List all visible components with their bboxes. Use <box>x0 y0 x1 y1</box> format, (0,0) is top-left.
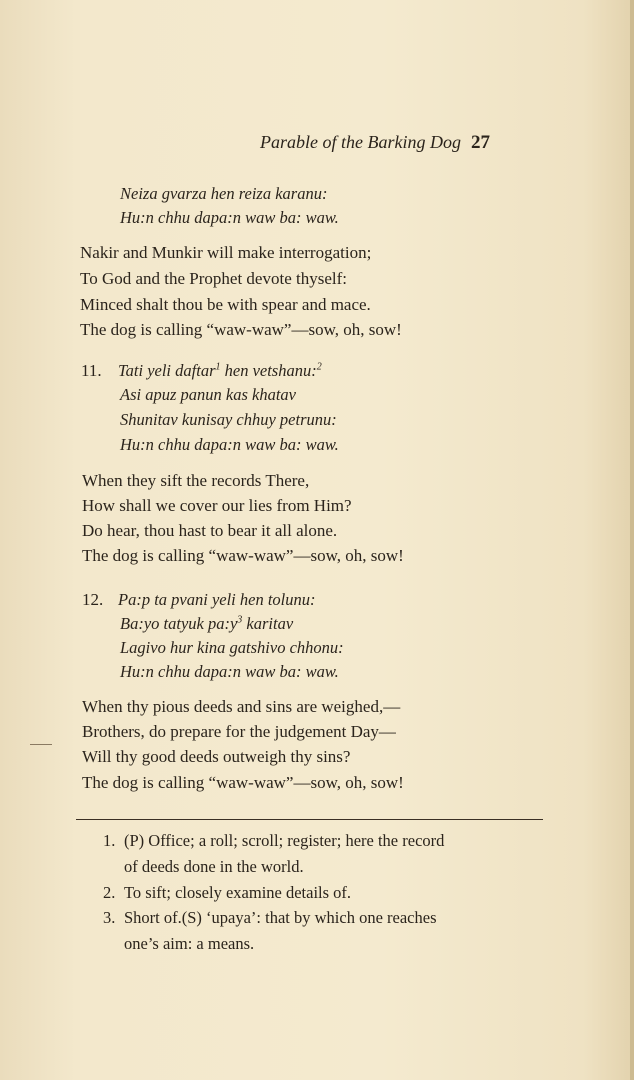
footnote-ref: 1 <box>215 361 221 373</box>
kashmiri-line: Neiza gvarza hen reiza karanu: <box>120 184 328 203</box>
kashmiri-text: hen vetshanu: <box>220 361 317 380</box>
stanza-number: 12. <box>82 590 104 609</box>
english-line: Minced shalt thou be with spear and mace. <box>80 295 371 314</box>
kashmiri-text: karitav <box>242 614 294 633</box>
footnote-text: Short of.(S) ‘upaya’: that by which one reaches <box>124 908 437 927</box>
footnote-text: To sift; closely examine details of. <box>124 883 352 902</box>
footnote-number: 1. <box>103 831 116 850</box>
english-line: To God and the Prophet devote thyself: <box>80 269 347 288</box>
kashmiri-line: Lagivo hur kina gatshivo chhonu: <box>120 638 344 657</box>
kashmiri-line: Hu:n chhu dapa:n waw ba: waw. <box>120 662 339 681</box>
english-line: The dog is calling “waw-waw”—sow, oh, sow! <box>82 546 404 565</box>
footnote-text: of deeds done in the world. <box>124 857 304 876</box>
footnote-ref: 3 <box>237 614 243 626</box>
english-line: How shall we cover our lies from Him? <box>82 496 352 515</box>
running-title: Parable of the Barking Dog <box>260 132 461 152</box>
stanza-number: 11. <box>81 361 102 380</box>
english-line: Brothers, do prepare for the judgement Day— <box>82 722 396 741</box>
english-line: Do hear, thou hast to bear it all alone. <box>82 521 338 540</box>
kashmiri-line: Shunitav kunisay chhuy petrunu: <box>120 410 337 429</box>
english-line: Will thy good deeds outweigh thy sins? <box>82 747 351 766</box>
footnote-text: one’s aim: a means. <box>124 934 255 953</box>
english-line: The dog is calling “waw-waw”—sow, oh, sow! <box>82 773 404 792</box>
kashmiri-text: Ba:yo tatyuk pa:y <box>120 614 238 633</box>
kashmiri-line: Asi apuz panun kas khatav <box>120 385 296 404</box>
page-edge <box>630 0 634 1080</box>
kashmiri-text: Tati yeli daftar <box>118 361 216 380</box>
running-header <box>260 132 540 154</box>
footnote-text: (P) Office; a roll; scroll; register; here the record <box>124 831 445 850</box>
footnote-number: 2. <box>103 883 116 902</box>
english-line: When they sift the records There, <box>82 471 310 490</box>
english-line: Nakir and Munkir will make interrogation; <box>80 243 372 262</box>
english-line: The dog is calling “waw-waw”—sow, oh, sow! <box>80 320 402 339</box>
kashmiri-line: Hu:n chhu dapa:n waw ba: waw. <box>120 208 339 227</box>
kashmiri-line <box>118 361 322 381</box>
kashmiri-line: Hu:n chhu dapa:n waw ba: waw. <box>120 435 339 454</box>
footnote-number: 3. <box>103 908 116 927</box>
margin-mark <box>30 744 52 745</box>
footnote-rule <box>76 819 543 820</box>
page-number: 27 <box>470 132 490 153</box>
kashmiri-line: Pa:p ta pvani yeli hen tolunu: <box>118 590 316 609</box>
footnote-ref: 2 <box>316 361 322 373</box>
kashmiri-line <box>120 614 293 634</box>
english-line: When thy pious deeds and sins are weighed,— <box>82 697 401 716</box>
